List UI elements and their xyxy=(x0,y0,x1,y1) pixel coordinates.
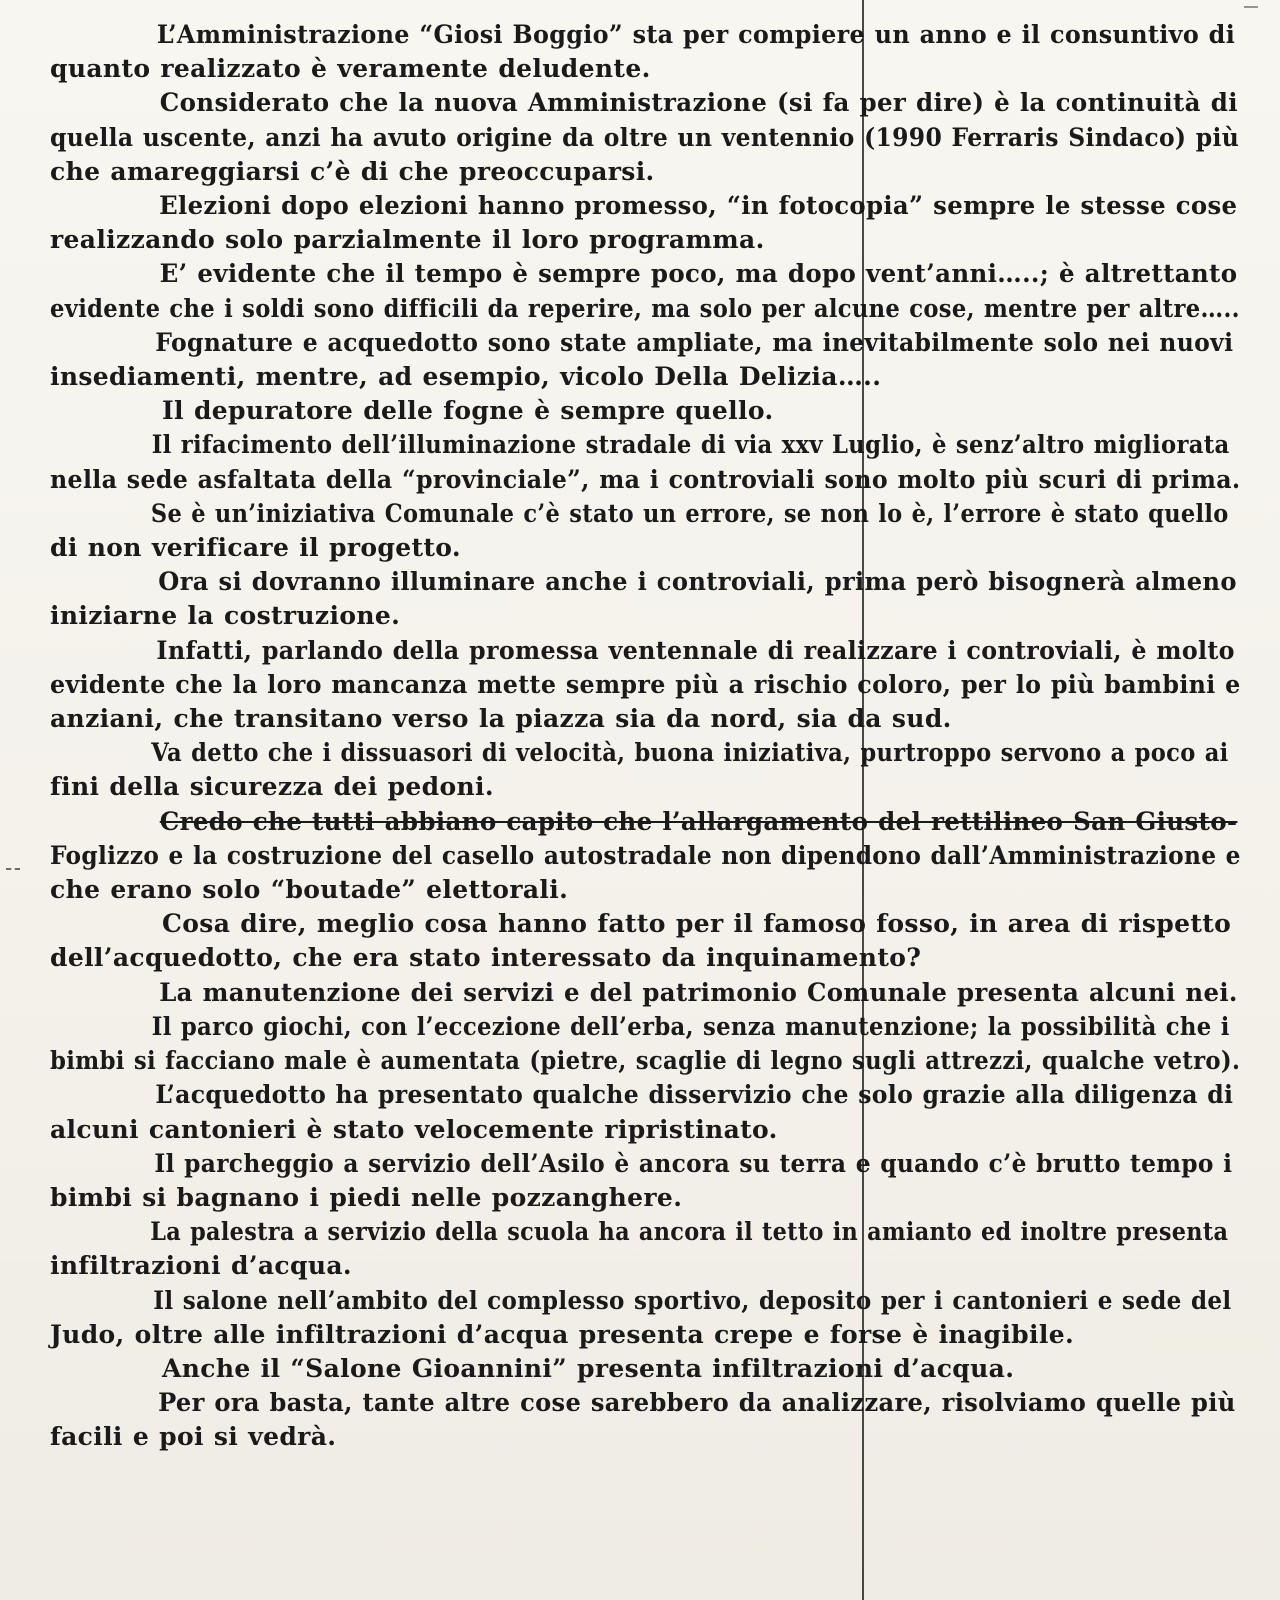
text-line: fini della sicurezza dei pedoni. xyxy=(50,772,494,802)
text-line: Il salone nell’ambito del complesso sportivo, deposito per i cantonieri e sede del xyxy=(153,1285,1232,1315)
text-line: Se è un’iniziativa Comunale c’è stato un errore, se non lo è, l’errore è stato quello xyxy=(150,498,1229,528)
text-line: Foglizzo e la costruzione del casello autostradale non dipendono dall’Amministrazione e xyxy=(50,840,1241,870)
text-line: L’Amministrazione “Giosi Boggio” sta per compiere un anno e il consuntivo di xyxy=(156,20,1236,49)
text-line: nella sede asfaltata della “provinciale”, ma i controviali sono molto più scuri di prima. xyxy=(50,464,1241,494)
paragraph xyxy=(50,18,1240,86)
text-line: bimbi si facciano male è aumentata (pietre, scaglie di legno sugli attrezzi, qualche vetro). xyxy=(50,1046,1241,1076)
text-line: Il rifacimento dell’illuminazione stradale di via xxv Luglio, è senz’altro migliorata xyxy=(151,430,1230,460)
text-line: iniziarne la costruzione. xyxy=(50,601,401,631)
paragraph xyxy=(50,1386,1240,1454)
text-line: Cosa dire, meglio cosa hanno fatto per il famoso fosso, in area di rispetto xyxy=(162,909,1232,939)
paragraph xyxy=(50,907,1240,975)
text-line: Credo che tutti abbiano capito che l’allargamento del rettilineo San Giusto- xyxy=(159,806,1238,836)
text-line: alcuni cantonieri è stato velocemente ripristinato. xyxy=(50,1114,778,1144)
paragraph xyxy=(50,326,1240,394)
margin-mark xyxy=(6,868,20,870)
text-line: di non verificare il progetto. xyxy=(50,533,461,563)
paragraph xyxy=(50,1215,1240,1283)
paragraph xyxy=(50,1147,1240,1215)
text-line: evidente che i soldi sono difficili da reperire, ma solo per alcune cose, mentre per altre….. xyxy=(50,293,1240,323)
text-line: Infatti, parlando della promessa ventennale di realizzare i controviali, è molto xyxy=(156,635,1235,665)
text-line: Anche il “Salone Gioannini” presenta infiltrazioni d’acqua. xyxy=(162,1353,1015,1383)
text-line: Considerato che la nuova Amministrazione (si fa per dire) è la continuità di xyxy=(159,88,1238,118)
paragraph xyxy=(50,86,1240,189)
text-line: facili e poi si vedrà. xyxy=(50,1422,337,1452)
paragraph xyxy=(50,189,1240,257)
paragraph xyxy=(50,394,1240,428)
text-line: insediamenti, mentre, ad esempio, vicolo Della Delizia….. xyxy=(50,362,882,392)
text-line: E’ evidente che il tempo è sempre poco, ma dopo vent’anni…..; è altrettanto xyxy=(159,259,1238,289)
paragraph xyxy=(50,736,1240,804)
paragraph xyxy=(50,497,1240,565)
text-line: Per ora basta, tante altre cose sarebbero da analizzare, risolviamo quelle più xyxy=(158,1388,1236,1418)
text-line: Judo, oltre alle infiltrazioni d’acqua presenta crepe e forse è inagibile. xyxy=(50,1319,1075,1349)
text-line: La palestra a servizio della scuola ha ancora il tetto in amianto ed inoltre presenta xyxy=(150,1217,1229,1247)
text-line: Il parcheggio a servizio dell’Asilo è ancora su terra e quando c’è brutto tempo i xyxy=(154,1148,1233,1178)
text-line: Elezioni dopo elezioni hanno promesso, “in fotocopia” sempre le stesse cose xyxy=(159,191,1238,221)
paragraph xyxy=(50,1010,1240,1078)
text-line: che amareggiarsi c’è di che preoccuparsi. xyxy=(50,156,655,186)
text-line: Il parco giochi, con l’eccezione dell’erba, senza manutenzione; la possibilità che i xyxy=(151,1011,1230,1041)
text-line: Va detto che i dissuasori di velocità, buona iniziativa, purtroppo servono a poco ai xyxy=(151,738,1229,768)
paragraph xyxy=(50,565,1240,633)
text-line: quella uscente, anzi ha avuto origine da oltre un ventennio (1990 Ferraris Sindaco) più xyxy=(50,122,1240,152)
corner-mark xyxy=(1244,0,1258,8)
paragraph xyxy=(50,428,1240,496)
paragraph xyxy=(50,634,1240,737)
text-line: infiltrazioni d’acqua. xyxy=(50,1251,352,1281)
text-line: Fognature e acquedotto sono state ampliate, ma inevitabilmente solo nei nuovi xyxy=(155,327,1234,357)
text-line: L’acquedotto ha presentato qualche disservizio che solo grazie alla diligenza di xyxy=(155,1080,1234,1110)
text-line: anziani, che transitano verso la piazza sia da nord, sia da sud. xyxy=(50,704,952,734)
text-line: Ora si dovranno illuminare anche i controviali, prima però bisognerà almeno xyxy=(158,567,1237,597)
text-line: bimbi si bagnano i piedi nelle pozzanghere. xyxy=(50,1182,683,1212)
text-line: Il depuratore delle fogne è sempre quello. xyxy=(162,396,774,426)
paragraph xyxy=(50,976,1240,1010)
text-line: evidente che la loro mancanza mette sempre più a rischio coloro, per lo più bambini e xyxy=(50,669,1241,699)
paragraph xyxy=(50,805,1240,908)
text-line: realizzando solo parzialmente il loro programma. xyxy=(50,225,765,255)
paragraph xyxy=(50,257,1240,325)
text-line: dell’acquedotto, che era stato interessato da inquinamento? xyxy=(50,943,922,973)
text-line: La manutenzione dei servizi e del patrimonio Comunale presenta alcuni nei. xyxy=(159,977,1238,1007)
document-body xyxy=(50,18,1240,1455)
paragraph xyxy=(50,1284,1240,1352)
text-line: quanto realizzato è veramente deludente. xyxy=(50,54,651,84)
paragraph xyxy=(50,1078,1240,1146)
paragraph xyxy=(50,1352,1240,1386)
text-line: che erano solo “boutade” elettorali. xyxy=(50,875,569,905)
